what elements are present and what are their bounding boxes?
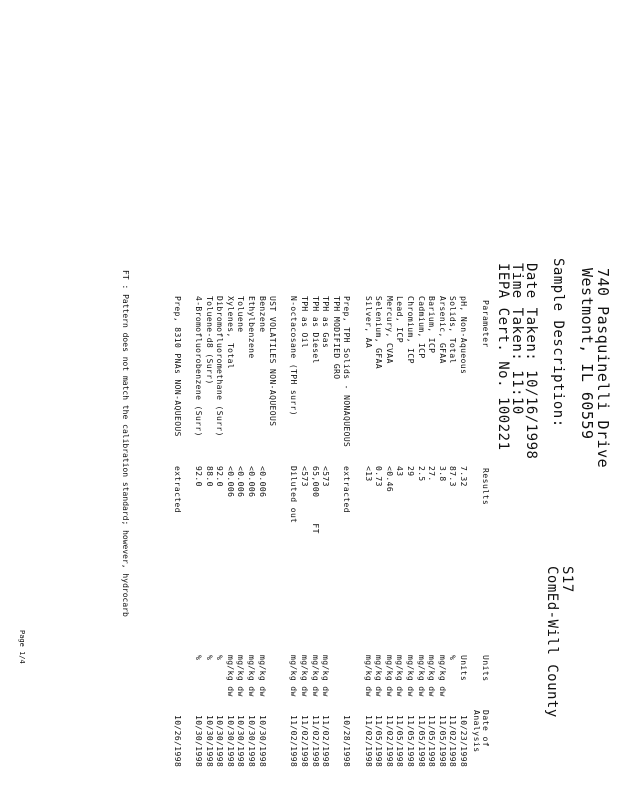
sample-id: S17 — [559, 566, 575, 593]
cell-result: extracted — [342, 466, 352, 513]
cert-label: IEPA Cert. No. — [495, 263, 511, 389]
cell-result: <13 — [363, 466, 373, 482]
cell-units: mg/kg dw — [257, 655, 267, 697]
cell-units: mg/kg dw — [321, 655, 331, 697]
cell-units: % — [204, 655, 214, 661]
cell-units: mg/kg dw — [427, 655, 437, 697]
cell-result: 87.3 — [448, 466, 458, 487]
cell-parameter: Lead, ICP — [395, 296, 405, 343]
cell-parameter: Chromium, ICP — [406, 296, 415, 364]
cell-parameter: TPH as Diesel — [310, 296, 320, 364]
cell-date: 11/02/1998 — [289, 715, 299, 768]
cert-value: 100221 — [495, 396, 511, 451]
cell-units: Units — [459, 655, 468, 682]
cell-date: 10/30/1998 — [247, 715, 256, 768]
header-units: Units — [481, 655, 490, 682]
cell-result: 7.32 — [459, 466, 468, 487]
cell-units: mg/kg dw — [236, 655, 246, 697]
cell-parameter: Arsenic, GFAA — [437, 296, 447, 364]
time-taken-label: Time Taken: — [509, 263, 525, 362]
cell-parameter: Ethylbenzene — [247, 296, 256, 359]
cell-units: mg/kg dw — [374, 655, 384, 697]
cell-parameter: N-octacosane (TPH surr) — [289, 296, 299, 416]
cell-parameter: TPH as Gas — [321, 296, 331, 349]
cell-date: 10/30/1998 — [204, 715, 214, 768]
cell-date: 10/30/1998 — [194, 715, 203, 768]
date-block — [496, 263, 538, 459]
cell-result: 65,000 FT — [310, 466, 320, 534]
cell-parameter: Prep, TPH Solids - NONAQUEOUS — [342, 296, 352, 448]
cell-units: % — [448, 655, 458, 661]
cell-parameter: Barium, ICP — [427, 296, 437, 354]
cell-result: <0.006 — [236, 466, 246, 498]
cell-parameter: Cadmium, ICP — [416, 296, 426, 359]
cell-parameter: Xylenes, Total — [225, 296, 235, 370]
cell-parameter: Mercury, CVAA — [384, 296, 394, 364]
cell-result: 92.0 — [194, 466, 203, 487]
cell-parameter: Solids, Total — [448, 296, 458, 364]
cell-result: 3.8 — [437, 466, 447, 482]
cell-parameter: TPH MODIFIED GRO — [331, 296, 341, 380]
cell-parameter: Toluene-d8 (Surr) — [204, 296, 214, 385]
cell-result: extracted — [172, 466, 182, 513]
header-parameter: Parameter — [481, 300, 490, 348]
cell-date: 11/02/1998 — [384, 715, 394, 768]
cell-result: 2.5 — [416, 466, 426, 482]
footnote: FT : Pattern does not match the calibration standard; however, hydrocarb — [121, 270, 130, 617]
cell-date: 10/28/1998 — [342, 715, 352, 768]
cell-parameter: pH, Non-Aqueous — [459, 296, 468, 375]
cell-date: 11/02/1998 — [448, 715, 458, 768]
cell-units: mg/kg dw — [437, 655, 447, 697]
sample-description-label: Sample Description: — [550, 258, 566, 428]
cell-date: 10/30/1998 — [215, 715, 225, 768]
cell-date: 11/02/1998 — [321, 715, 331, 768]
cell-date: 10/30/1998 — [225, 715, 235, 768]
date-taken-label: Date Taken: — [523, 263, 539, 362]
cell-date: 10/30/1998 — [236, 715, 246, 768]
cell-units: mg/kg dw — [395, 655, 405, 697]
cell-units: % — [194, 655, 203, 661]
cell-result: 27. — [427, 466, 437, 482]
cell-date: 11/05/1998 — [437, 715, 447, 768]
header-results: Results — [481, 468, 490, 506]
cell-units: mg/kg dw — [384, 655, 394, 697]
cell-result: <573 — [300, 466, 309, 487]
page-number: Page 1/4 — [18, 630, 26, 664]
cell-result: <573 — [321, 466, 331, 487]
address-line-1: 740 Pasquinelli Drive — [594, 268, 612, 469]
cell-date: 11/02/1998 — [310, 715, 320, 768]
cell-date: 11/05/1998 — [395, 715, 405, 768]
cell-date: 11/05/1998 — [416, 715, 426, 768]
cell-parameter: Silver, AA — [363, 296, 373, 349]
cell-result: 43 — [395, 466, 405, 477]
cell-parameter: Benzene — [257, 296, 267, 333]
header-date: Date of Analysis — [472, 710, 490, 753]
cell-result: <0.006 — [225, 466, 235, 498]
sample-site: ComEd-Will County — [544, 566, 560, 718]
cell-units: mg/kg dw — [363, 655, 373, 697]
cell-result: 88.0 — [204, 466, 214, 487]
cell-units: % — [215, 655, 225, 661]
cell-date: 10/30/1998 — [257, 715, 267, 768]
sample-description-value — [544, 566, 574, 718]
cell-parameter: Prep, 8310 PNAs NON-AQUEOUS — [172, 296, 182, 437]
cell-parameter: TPH as Oil — [300, 296, 309, 349]
cell-units: mg/kg dw — [289, 655, 299, 697]
cell-result: 0.73 — [374, 466, 384, 487]
cell-date: 11/02/1998 — [300, 715, 309, 768]
address-line-2: Westmont, IL 60559 — [578, 268, 596, 440]
cell-result: <0.006 — [257, 466, 267, 498]
cell-parameter: Toluene — [236, 296, 246, 333]
cell-result: <0.46 — [384, 466, 394, 493]
cell-date: 11/02/1998 — [363, 715, 373, 768]
cell-result: 29 — [406, 466, 415, 477]
cell-date: 10/23/1998 — [459, 715, 468, 768]
cell-date: 11/05/1998 — [406, 715, 415, 768]
cell-units: mg/kg dw — [247, 655, 256, 697]
cell-units: mg/kg dw — [300, 655, 309, 697]
cell-units: mg/kg dw — [406, 655, 415, 697]
cell-units: mg/kg dw — [225, 655, 235, 697]
cell-date: 11/05/1998 — [374, 715, 384, 768]
time-taken-value: 11:10 — [509, 370, 525, 415]
cell-parameter: UST VOLATILES NON-AQUEOUS — [268, 296, 278, 427]
cell-result: 92.0 — [215, 466, 225, 487]
cell-result: <0.006 — [247, 466, 256, 498]
cell-parameter: 4-Bromofluorobenzene (Surr) — [194, 296, 203, 437]
date-taken-value: 10/16/1998 — [523, 370, 539, 460]
cell-date: 11/05/1998 — [427, 715, 437, 768]
cell-parameter: Dibromofluoromethane (Surr) — [215, 296, 225, 437]
cell-date: 10/26/1998 — [172, 715, 182, 768]
cell-units: mg/kg dw — [310, 655, 320, 697]
cell-units: mg/kg dw — [416, 655, 426, 697]
cell-parameter: Selenium, GFAA — [374, 296, 384, 370]
cell-result: Diluted out — [289, 466, 299, 524]
